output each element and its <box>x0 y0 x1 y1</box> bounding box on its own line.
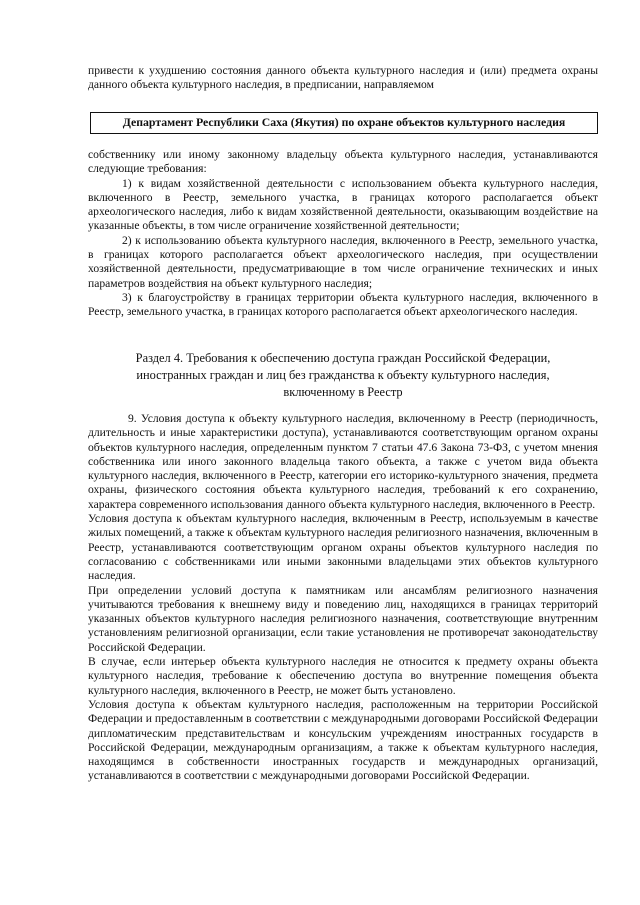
section-heading-line-1: Раздел 4. Требования к обеспечению доступа граждан Российской Федерации, <box>135 351 551 365</box>
department-header-box <box>90 112 598 134</box>
section-heading-line-2: иностранных граждан и лиц без гражданства к объекту культурного наследия, <box>136 368 550 382</box>
section-heading-line-3: включенному в Реестр <box>283 385 403 399</box>
requirement-item-1: 1) к видам хозяйственной деятельности с использованием объекта культурного наследия, включенного в Реестр, земельного участка, в границах которого располагается объект археологического наследия, либо к видам хозяйственной деятельности, оказывающим воздействие на указанные объекты, в том числе ограничение хозяйственной деятельности; <box>88 176 598 233</box>
access-paragraph-religious: При определении условий доступа к памятникам или ансамблям религиозного назначения учитываются требования к внешнему виду и поведению лиц, находящихся в границах территорий указанных объектов культурного наследия религиозного назначения, соответствующие внутренним установлениям религиозной организации, если такие установления не противоречат законодательству Российской Федерации. <box>88 583 598 654</box>
requirement-item-3: 3) к благоустройству в границах территории объекта культурного наследия, включенного в Реестр, земельного участка, в границах которого располагается объект археологического наследия. <box>88 290 598 319</box>
continuation-paragraph: привести к ухудшению состояния данного объекта культурного наследия и (или) предмета охраны данного объекта культурного наследия, в предписании, направляемом <box>88 64 598 92</box>
requirement-item-2: 2) к использованию объекта культурного наследия, включенного в Реестр, земельного участка, в границах которого располагается объект археологического наследия, при осуществлении хозяйственной деятельности, предусматривающие в том числе ограничение технических и иных параметров воздействия на объект культурного наследия; <box>88 233 598 290</box>
department-header-text: Департамент Республики Саха (Якутия) по охране объектов культурного наследия <box>122 115 566 129</box>
requirements-block <box>88 148 598 320</box>
access-paragraph-9: 9. Условия доступа к объекту культурного наследия, включенному в Реестр (периодичность, длительность и иные характеристики доступа), устанавливаются соответствующим органом охраны объектов культурного наследия, определенным пунктом 7 статьи 47.6 Закона 73-ФЗ, с учетом мнения собственника или иного законного владельца такого объекта, а также с учетом вида объекта культурного наследия, включенного в Реестр, категории его историко-культурного значения, предмета охраны, физического состояния объекта культурного наследия, требований к его сохранению, характера современного использования данного объекта культурного наследия, включенного в Реестр. <box>88 412 598 511</box>
access-paragraph-interior: В случае, если интерьер объекта культурного наследия не относится к предмету охраны объекта культурного наследия, требование к обеспечению доступа во внутренние помещения объекта культурного наследия, включенного в Реестр, не может быть установлено. <box>88 655 598 697</box>
requirements-intro: собственнику или иному законному владельцу объекта культурного наследия, устанавливаются следующие требования: <box>88 148 598 176</box>
access-conditions-block <box>88 412 598 784</box>
access-paragraph-residential: Условия доступа к объектам культурного наследия, включенным в Реестр, используемым в качестве жилых помещений, а также к объектам культурного наследия религиозного назначения, включенным в Реестр, устанавливаются соответствующим органом охраны объектов культурного наследия по согласованию с собственниками или иными законными владельцами этих объектов культурного наследия. <box>88 512 598 583</box>
access-paragraph-diplomatic: Условия доступа к объектам культурного наследия, расположенным на территории Российской Федерации и предоставленным в соответствии с международными договорами Российской Федерации дипломатическим представительствам и консульским учреждениям иностранных государств в Российской Федерации, международным организациям, а также к объектам культурного наследия, находящимся в собственности иностранных государств и международных организаций, устанавливаются в соответствии с международными договорами Российской Федерации. <box>88 697 598 783</box>
continuation-text <box>88 64 598 93</box>
section-4-heading <box>88 350 598 401</box>
